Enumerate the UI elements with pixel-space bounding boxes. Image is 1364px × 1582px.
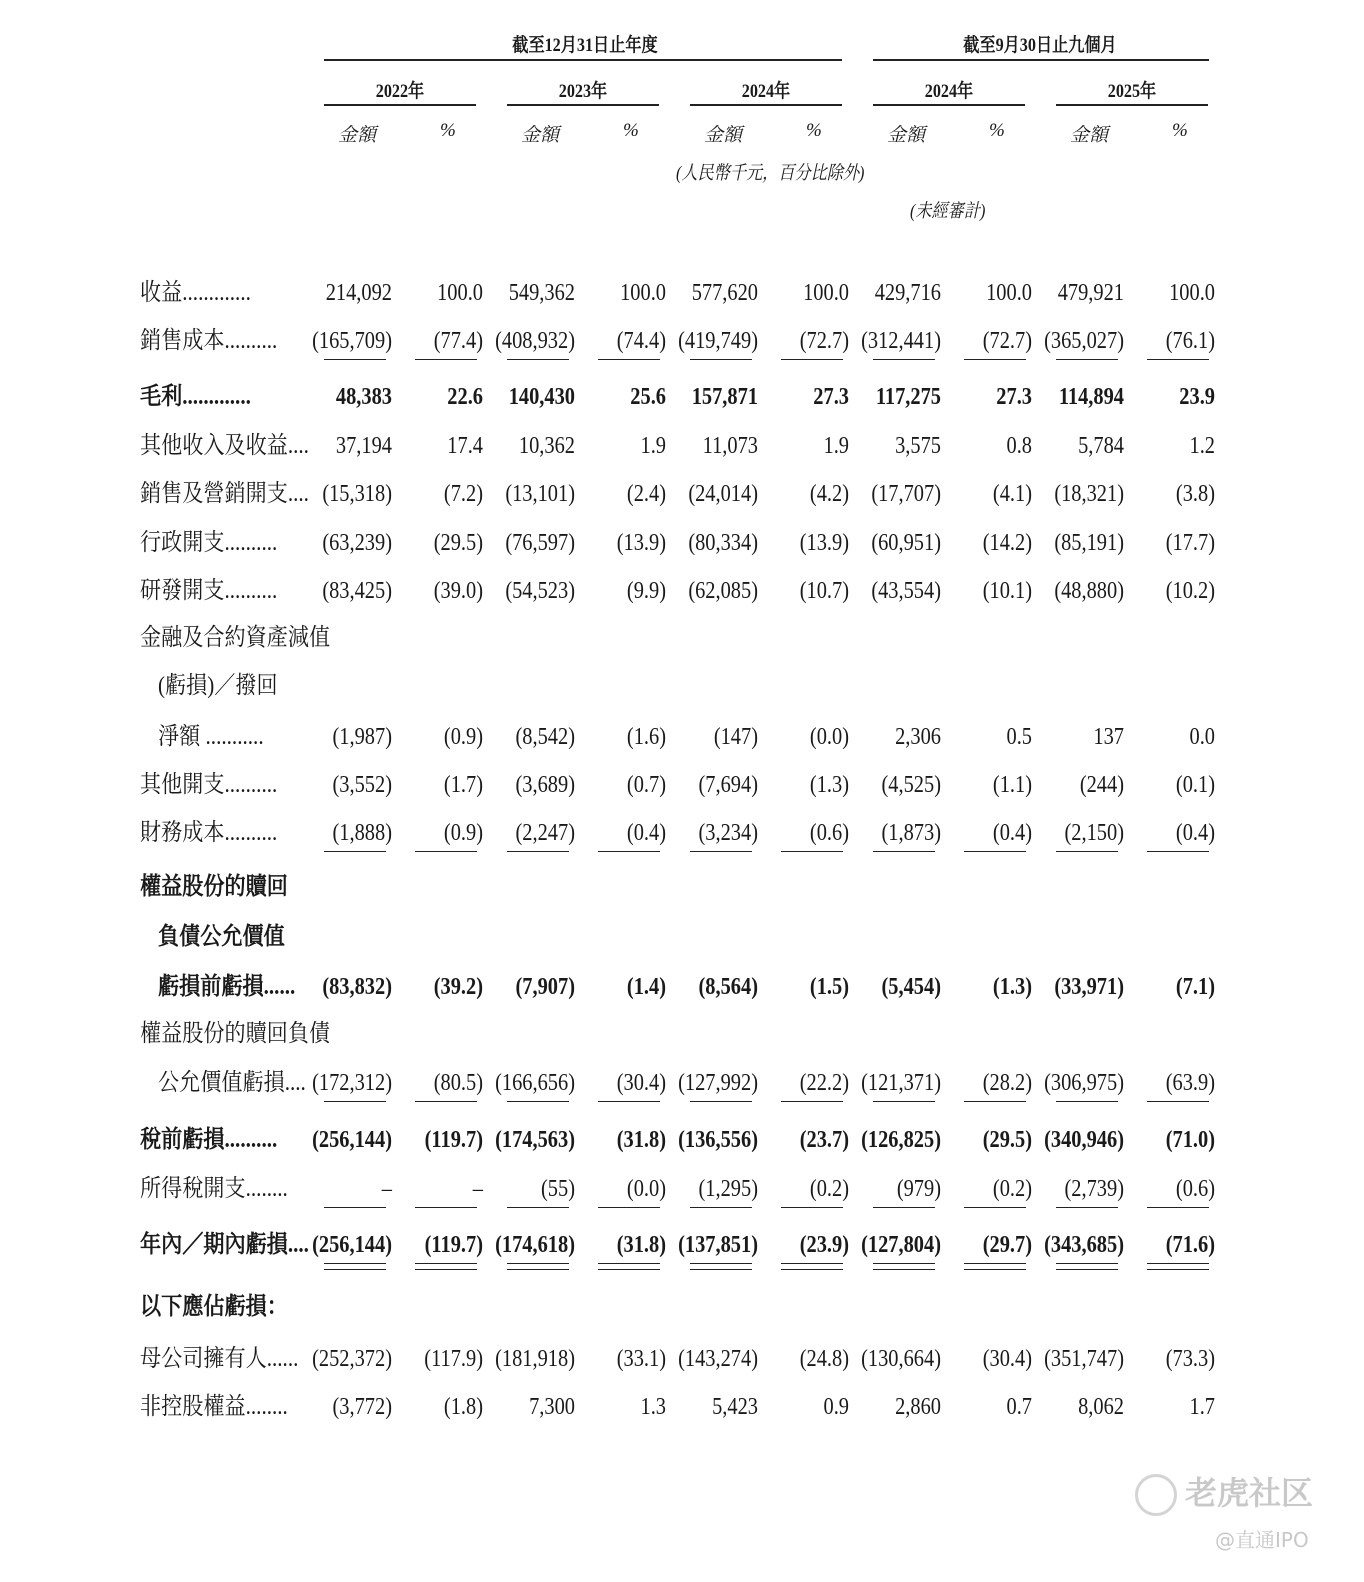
percent-cell: (4.2) — [809, 481, 849, 507]
row-label: 其他開支.......... — [140, 772, 278, 798]
percent-cell: (9.9) — [626, 578, 666, 604]
amount-cell: 2,860 — [895, 1394, 941, 1420]
percent-cell: 0.9 — [823, 1394, 849, 1420]
amount-cell: (7,694) — [698, 772, 758, 798]
year-header: 2025年 — [1107, 81, 1157, 102]
percent-cell: (22.2) — [799, 1070, 849, 1096]
amount-cell: 3,575 — [895, 433, 941, 459]
watermark-handle: @直通IPO — [1215, 1528, 1309, 1552]
underline — [1147, 1207, 1209, 1208]
row-label: 稅前虧損.......... — [140, 1127, 278, 1153]
percent-cell: (0.4) — [1175, 820, 1215, 846]
amount-cell: 11,073 — [702, 433, 758, 459]
amount-cell: 48,383 — [335, 384, 392, 410]
percent-cell: (29.5) — [433, 530, 483, 556]
amount-cell: (174,618) — [495, 1232, 575, 1258]
row-label: 財務成本.......... — [140, 820, 278, 846]
table-row — [0, 1120, 1364, 1160]
amount-cell: (85,191) — [1054, 530, 1124, 556]
amount-cell: (8,542) — [515, 724, 575, 750]
percent-cell: 23.9 — [1179, 384, 1215, 410]
percent-cell: (0.1) — [1175, 772, 1215, 798]
amount-column-header: 金額 — [338, 125, 377, 146]
amount-cell: (1,888) — [332, 820, 392, 846]
divider — [873, 59, 1209, 61]
amount-cell: (7,907) — [515, 974, 575, 1000]
row-label: 銷售及營銷開支.... — [140, 481, 309, 507]
row-label: 淨額 ........... — [158, 724, 264, 750]
amount-cell: (8,564) — [698, 974, 758, 1000]
amount-cell: 549,362 — [508, 280, 575, 306]
table-row — [0, 967, 1364, 1007]
percent-cell: (0.0) — [809, 724, 849, 750]
divider — [507, 104, 659, 106]
divider — [1056, 104, 1208, 106]
table-row — [0, 474, 1364, 514]
amount-cell: (252,372) — [312, 1346, 392, 1372]
row-label: 所得稅開支........ — [140, 1176, 288, 1202]
amount-cell: (43,554) — [871, 578, 941, 604]
amount-cell: (2,739) — [1064, 1176, 1124, 1202]
amount-cell: (18,321) — [1054, 481, 1124, 507]
percent-column-header: % — [623, 120, 639, 141]
amount-cell: 8,062 — [1078, 1394, 1124, 1420]
table-row — [0, 426, 1364, 466]
amount-cell: (340,946) — [1044, 1127, 1124, 1153]
percent-cell: (17.7) — [1165, 530, 1215, 556]
row-label: 以下應佔虧損： — [140, 1294, 288, 1320]
percent-cell: (1.8) — [443, 1394, 483, 1420]
underline — [781, 1269, 843, 1270]
table-row — [0, 523, 1364, 563]
underline — [873, 1269, 935, 1270]
percent-cell: 17.4 — [447, 433, 483, 459]
row-label: 研發開支.......... — [140, 578, 278, 604]
percent-cell: (14.2) — [982, 530, 1032, 556]
underline — [964, 1269, 1026, 1270]
amount-cell: 5,784 — [1078, 433, 1124, 459]
amount-cell: (244) — [1079, 772, 1124, 798]
amount-cell: (126,825) — [861, 1127, 941, 1153]
amount-cell: (83,425) — [322, 578, 392, 604]
amount-cell: (33,971) — [1054, 974, 1124, 1000]
row-label: 權益股份的贖回 — [140, 874, 288, 900]
percent-cell: (71.6) — [1165, 1232, 1215, 1258]
amount-cell: 10,362 — [518, 433, 575, 459]
percent-cell: 1.3 — [640, 1394, 666, 1420]
percent-cell: (76.1) — [1165, 328, 1215, 354]
percent-cell: (0.7) — [626, 772, 666, 798]
amount-cell: (181,918) — [495, 1346, 575, 1372]
amount-cell: (76,597) — [505, 530, 575, 556]
percent-cell: (30.4) — [982, 1346, 1032, 1372]
percent-cell: (29.7) — [982, 1232, 1032, 1258]
unaudited-note: (未經審計) — [910, 201, 986, 222]
table-row — [0, 1063, 1364, 1103]
percent-cell: 1.2 — [1189, 433, 1215, 459]
percent-cell: (117.9) — [424, 1346, 483, 1372]
table-row — [0, 377, 1364, 417]
percent-cell: 0.7 — [1006, 1394, 1032, 1420]
percent-cell: (4.1) — [992, 481, 1032, 507]
underline — [1147, 1101, 1209, 1102]
row-label: 年內／期內虧損.... — [140, 1232, 309, 1258]
group-header-full-year: 截至12月31日止年度 — [512, 35, 658, 56]
percent-cell: 27.3 — [996, 384, 1032, 410]
underline — [1147, 1263, 1209, 1264]
table-row — [0, 1014, 1364, 1054]
underline — [507, 1269, 569, 1270]
amount-cell: (137,851) — [678, 1232, 758, 1258]
table-row — [0, 717, 1364, 757]
row-label: (虧損)／撥回 — [158, 673, 278, 699]
percent-cell: (31.8) — [616, 1232, 666, 1258]
amount-cell: 157,871 — [691, 384, 758, 410]
table-row — [0, 1225, 1364, 1265]
amount-cell: (1,987) — [332, 724, 392, 750]
amount-cell: (165,709) — [312, 328, 392, 354]
percent-cell: (10.2) — [1165, 578, 1215, 604]
percent-column-header: % — [806, 120, 822, 141]
year-header: 2024年 — [741, 81, 791, 102]
amount-cell: (408,932) — [495, 328, 575, 354]
table-row — [0, 666, 1364, 706]
amount-cell: 7,300 — [529, 1394, 575, 1420]
percent-cell: 100.0 — [803, 280, 849, 306]
percent-cell: (72.7) — [982, 328, 1032, 354]
percent-cell: (39.2) — [433, 974, 483, 1000]
amount-cell: (54,523) — [505, 578, 575, 604]
percent-cell: (119.7) — [424, 1232, 483, 1258]
amount-cell: (127,804) — [861, 1232, 941, 1258]
amount-cell: (365,027) — [1044, 328, 1124, 354]
amount-cell: (147) — [713, 724, 758, 750]
amount-cell: (62,085) — [688, 578, 758, 604]
underline — [415, 1269, 477, 1270]
amount-cell: 2,306 — [895, 724, 941, 750]
amount-cell: 214,092 — [325, 280, 392, 306]
percent-cell: (1.4) — [626, 974, 666, 1000]
table-row — [0, 618, 1364, 658]
amount-cell: (1,873) — [881, 820, 941, 846]
amount-cell: (127,992) — [678, 1070, 758, 1096]
percent-column-header: % — [989, 120, 1005, 141]
percent-cell: (28.2) — [982, 1070, 1032, 1096]
amount-cell: (166,656) — [495, 1070, 575, 1096]
percent-cell: (13.9) — [799, 530, 849, 556]
amount-cell: (80,334) — [688, 530, 758, 556]
percent-cell: (7.1) — [1175, 974, 1215, 1000]
amount-cell: (5,454) — [881, 974, 941, 1000]
percent-cell: (1.5) — [809, 974, 849, 1000]
divider — [873, 104, 1025, 106]
percent-cell: (13.9) — [616, 530, 666, 556]
percent-cell: 0.5 — [1006, 724, 1032, 750]
row-label: 公允價值虧損.... — [158, 1070, 306, 1096]
percent-column-header: % — [1172, 120, 1188, 141]
amount-cell: 479,921 — [1057, 280, 1124, 306]
tiger-logo-icon — [1135, 1474, 1177, 1516]
amount-cell: (172,312) — [312, 1070, 392, 1096]
amount-cell: (83,832) — [322, 974, 392, 1000]
amount-cell: (2,150) — [1064, 820, 1124, 846]
table-row — [0, 1339, 1364, 1379]
amount-cell: (60,951) — [871, 530, 941, 556]
amount-cell: (24,014) — [688, 481, 758, 507]
table-row — [0, 1387, 1364, 1427]
table-row — [0, 273, 1364, 313]
amount-cell: (3,772) — [332, 1394, 392, 1420]
amount-cell: (4,525) — [881, 772, 941, 798]
table-row — [0, 813, 1364, 853]
percent-cell: (63.9) — [1165, 1070, 1215, 1096]
amount-cell: (1,295) — [698, 1176, 758, 1202]
row-label: 其他收入及收益.... — [140, 433, 309, 459]
amount-cell: 137 — [1093, 724, 1124, 750]
amount-cell: (351,747) — [1044, 1346, 1124, 1372]
percent-cell: (23.7) — [799, 1127, 849, 1153]
amount-cell: (979) — [896, 1176, 941, 1202]
percent-cell: (7.2) — [443, 481, 483, 507]
table-row — [0, 917, 1364, 957]
underline — [1147, 1269, 1209, 1270]
percent-cell: (10.7) — [799, 578, 849, 604]
amount-cell: (174,563) — [495, 1127, 575, 1153]
group-header-nine-months: 截至9月30日止九個月 — [963, 35, 1117, 56]
percent-cell: (0.4) — [992, 820, 1032, 846]
percent-cell: (77.4) — [433, 328, 483, 354]
percent-cell: (0.6) — [809, 820, 849, 846]
percent-cell: – — [472, 1176, 483, 1202]
amount-cell: 577,620 — [691, 280, 758, 306]
percent-cell: 27.3 — [813, 384, 849, 410]
amount-cell: (256,144) — [312, 1127, 392, 1153]
amount-cell: (15,318) — [322, 481, 392, 507]
unit-note: (人民幣千元，百分比除外) — [676, 163, 865, 184]
percent-cell: (29.5) — [982, 1127, 1032, 1153]
percent-cell: 100.0 — [986, 280, 1032, 306]
percent-cell: (71.0) — [1165, 1127, 1215, 1153]
percent-cell: (33.1) — [616, 1346, 666, 1372]
row-label: 母公司擁有人...... — [140, 1346, 299, 1372]
percent-cell: (1.6) — [626, 724, 666, 750]
percent-cell: 1.9 — [823, 433, 849, 459]
amount-cell: (48,880) — [1054, 578, 1124, 604]
watermark-logo — [1135, 1468, 1313, 1516]
year-header: 2023年 — [558, 81, 608, 102]
amount-cell: (312,441) — [861, 328, 941, 354]
underline — [1056, 1269, 1118, 1270]
percent-cell: (24.8) — [799, 1346, 849, 1372]
underline — [690, 1269, 752, 1270]
year-header: 2022年 — [375, 81, 425, 102]
amount-cell: (63,239) — [322, 530, 392, 556]
watermark-brand: 老虎社区 — [1185, 1474, 1314, 1512]
percent-cell: (23.9) — [799, 1232, 849, 1258]
percent-cell: 100.0 — [1169, 280, 1215, 306]
divider — [690, 104, 842, 106]
row-label: 權益股份的贖回負債 — [140, 1021, 331, 1047]
amount-cell: (17,707) — [871, 481, 941, 507]
percent-cell: (2.4) — [626, 481, 666, 507]
percent-cell: 0.8 — [1006, 433, 1032, 459]
percent-cell: 100.0 — [620, 280, 666, 306]
amount-cell: 114,894 — [1058, 384, 1124, 410]
amount-cell: (2,247) — [515, 820, 575, 846]
percent-cell: (0.9) — [443, 820, 483, 846]
percent-cell: 100.0 — [437, 280, 483, 306]
amount-column-header: 金額 — [1070, 125, 1109, 146]
percent-cell: (31.8) — [616, 1127, 666, 1153]
amount-cell: 117,275 — [875, 384, 941, 410]
amount-cell: (55) — [541, 1176, 575, 1202]
percent-cell: (73.3) — [1165, 1346, 1215, 1372]
underline — [598, 1269, 660, 1270]
amount-cell: (143,274) — [678, 1346, 758, 1372]
row-label: 金融及合約資產減值 — [140, 625, 331, 651]
percent-cell: 22.6 — [447, 384, 483, 410]
percent-cell: (0.0) — [626, 1176, 666, 1202]
amount-cell: (121,371) — [861, 1070, 941, 1096]
percent-cell: (1.7) — [443, 772, 483, 798]
row-label: 虧損前虧損...... — [158, 974, 296, 1000]
amount-column-header: 金額 — [704, 125, 743, 146]
table-row — [0, 1287, 1364, 1327]
percent-cell: (1.1) — [992, 772, 1032, 798]
amount-cell: (3,689) — [515, 772, 575, 798]
amount-cell: (343,685) — [1044, 1232, 1124, 1258]
percent-cell: 0.0 — [1189, 724, 1215, 750]
percent-cell: (119.7) — [424, 1127, 483, 1153]
percent-cell: (0.2) — [992, 1176, 1032, 1202]
amount-cell: 429,716 — [874, 280, 941, 306]
table-row — [0, 1169, 1364, 1209]
divider — [324, 59, 842, 61]
table-row — [0, 571, 1364, 611]
percent-cell: 1.9 — [640, 433, 666, 459]
amount-cell: (3,234) — [698, 820, 758, 846]
amount-cell: (130,664) — [861, 1346, 941, 1372]
percent-column-header: % — [440, 120, 456, 141]
amount-cell: (256,144) — [312, 1232, 392, 1258]
amount-cell: 140,430 — [508, 384, 575, 410]
amount-cell: – — [381, 1176, 392, 1202]
amount-cell: 5,423 — [712, 1394, 758, 1420]
underline — [324, 1269, 386, 1270]
row-label: 負債公允價值 — [158, 924, 285, 950]
percent-cell: (0.4) — [626, 820, 666, 846]
percent-cell: (3.8) — [1175, 481, 1215, 507]
row-label: 收益............. — [140, 280, 251, 306]
percent-cell: (72.7) — [799, 328, 849, 354]
amount-cell: (3,552) — [332, 772, 392, 798]
amount-column-header: 金額 — [887, 125, 926, 146]
row-label: 行政開支.......... — [140, 530, 278, 556]
percent-cell: (0.2) — [809, 1176, 849, 1202]
percent-cell: (1.3) — [992, 974, 1032, 1000]
percent-cell: 1.7 — [1189, 1394, 1215, 1420]
year-header: 2024年 — [924, 81, 974, 102]
table-row — [0, 765, 1364, 805]
percent-cell: (0.6) — [1175, 1176, 1215, 1202]
table-row — [0, 867, 1364, 907]
row-label: 毛利............. — [140, 384, 251, 410]
row-label: 非控股權益........ — [140, 1394, 288, 1420]
percent-cell: (0.9) — [443, 724, 483, 750]
amount-cell: 37,194 — [335, 433, 392, 459]
divider — [324, 104, 476, 106]
percent-cell: (30.4) — [616, 1070, 666, 1096]
percent-cell: (39.0) — [433, 578, 483, 604]
percent-cell: (1.3) — [809, 772, 849, 798]
percent-cell: (80.5) — [433, 1070, 483, 1096]
table-row — [0, 321, 1364, 361]
amount-cell: (13,101) — [505, 481, 575, 507]
percent-cell: 25.6 — [630, 384, 666, 410]
row-label: 銷售成本.......... — [140, 328, 278, 354]
percent-cell: (74.4) — [616, 328, 666, 354]
amount-cell: (419,749) — [678, 328, 758, 354]
amount-column-header: 金額 — [521, 125, 560, 146]
underline — [1147, 359, 1209, 360]
amount-cell: (136,556) — [678, 1127, 758, 1153]
amount-cell: (306,975) — [1044, 1070, 1124, 1096]
underline — [1147, 851, 1209, 852]
percent-cell: (10.1) — [982, 578, 1032, 604]
